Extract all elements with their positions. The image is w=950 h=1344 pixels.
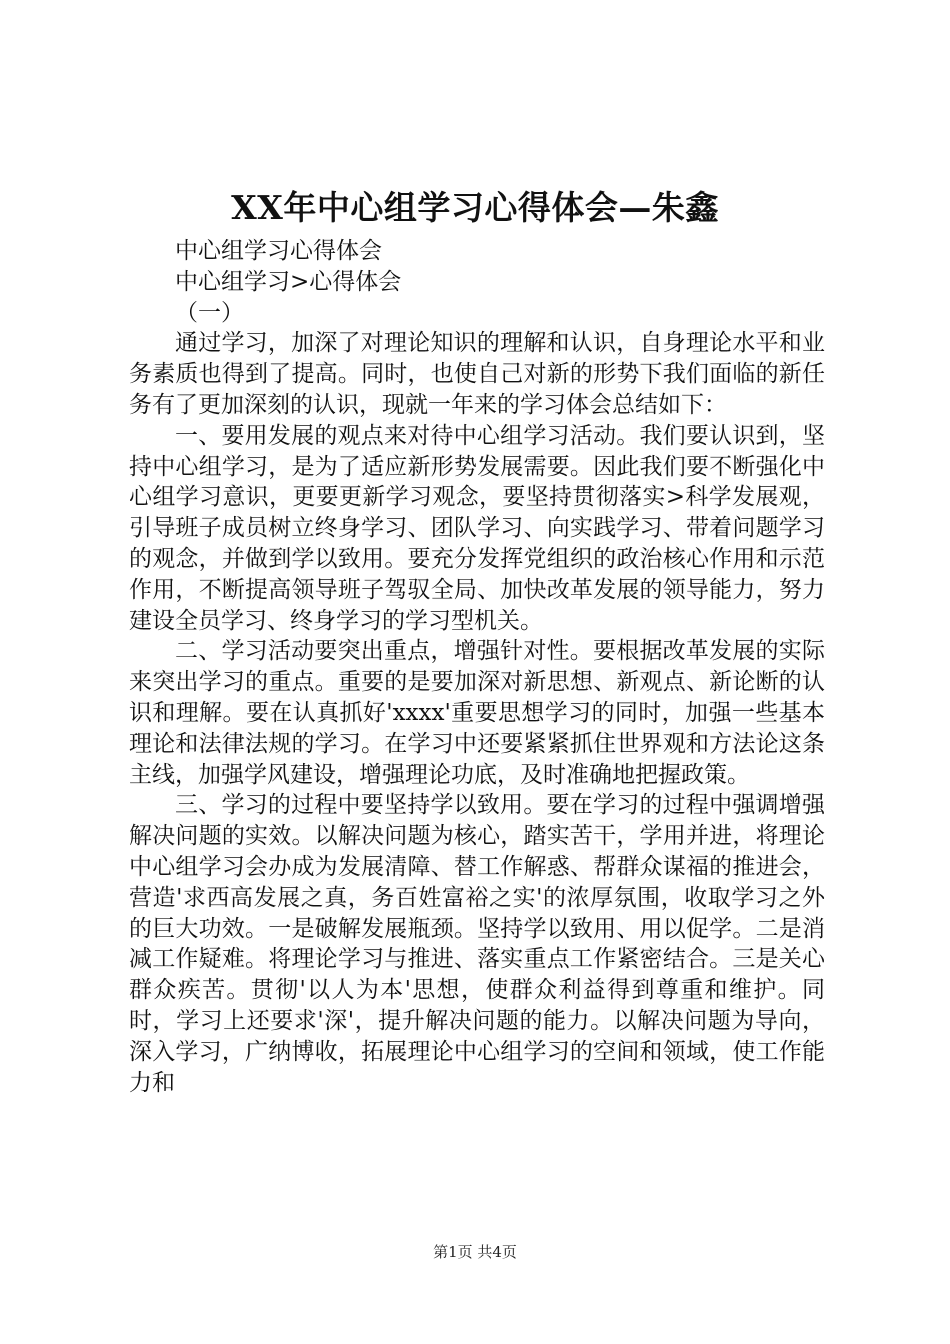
body-paragraph: 二、学习活动要突出重点，增强针对性。要根据改革发展的实际来突出学习的重点。重要的是要加深对新思想、新观点、新论断的认识和理解。要在认真抓好'xxxx'重要思想学习的同时，加强一些基本理论和法律法规的学习。在学习中还要紧紧抓住世界观和方法论这条主线，加强学风建设，增强理论功底，及时准确地把握政策。 [129, 638, 825, 788]
body-paragraph: 一、要用发展的观点来对待中心组学习活动。我们要认识到，坚持中心组学习，是为了适应新形势发展需要。因此我们要不断强化中心组学习意识，更要更新学习观念，要坚持贯彻落实>科学发展观，引导班子成员树立终身学习、团队学习、向实践学习、带着问题学习的观念，并做到学以致用。要充分发挥党组织的政治核心作用和示范作用，不断提高领导班子驾驭全局、加快改革发展的领导能力，努力建设全员学习、终身学习的学习型机关。 [129, 422, 825, 634]
document-title: XX年中心组学习心得体会—朱鑫 [231, 188, 719, 227]
page-number-footer: 第1页 共4页 [433, 1243, 517, 1261]
document-body [129, 236, 825, 1098]
body-paragraph: （一） [175, 299, 244, 326]
body-paragraph: 通过学习，加深了对理论知识的理解和认识，自身理论水平和业务素质也得到了提高。同时，也使自己对新的形势下我们面临的新任务有了更加深刻的认识，现就一年来的学习体会总结如下： [129, 330, 825, 418]
body-paragraph: 中心组学习>心得体会 [175, 268, 402, 295]
body-paragraph: 三、学习的过程中要坚持学以致用。要在学习的过程中强调增强解决问题的实效。以解决问题为核心，踏实苦干，学用并进，将理论中心组学习会办成为发展清障、替工作解惑、帮群众谋福的推进会，营造'求西高发展之真，务百姓富裕之实'的浓厚氛围，收取学习之外的巨大功效。一是破解发展瓶颈。坚持学以致用、用以促学。二是消减工作疑难。将理论学习与推进、落实重点工作紧密结合。三是关心群众疾苦。贯彻'以人为本'思想，使群众利益得到尊重和维护。同时，学习上还要求'深'，提升解决问题的能力。以解决问题为导向，深入学习，广纳博收，拓展理论中心组学习的空间和领域，使工作能力和 [129, 792, 825, 1096]
body-paragraph: 中心组学习心得体会 [175, 238, 382, 264]
